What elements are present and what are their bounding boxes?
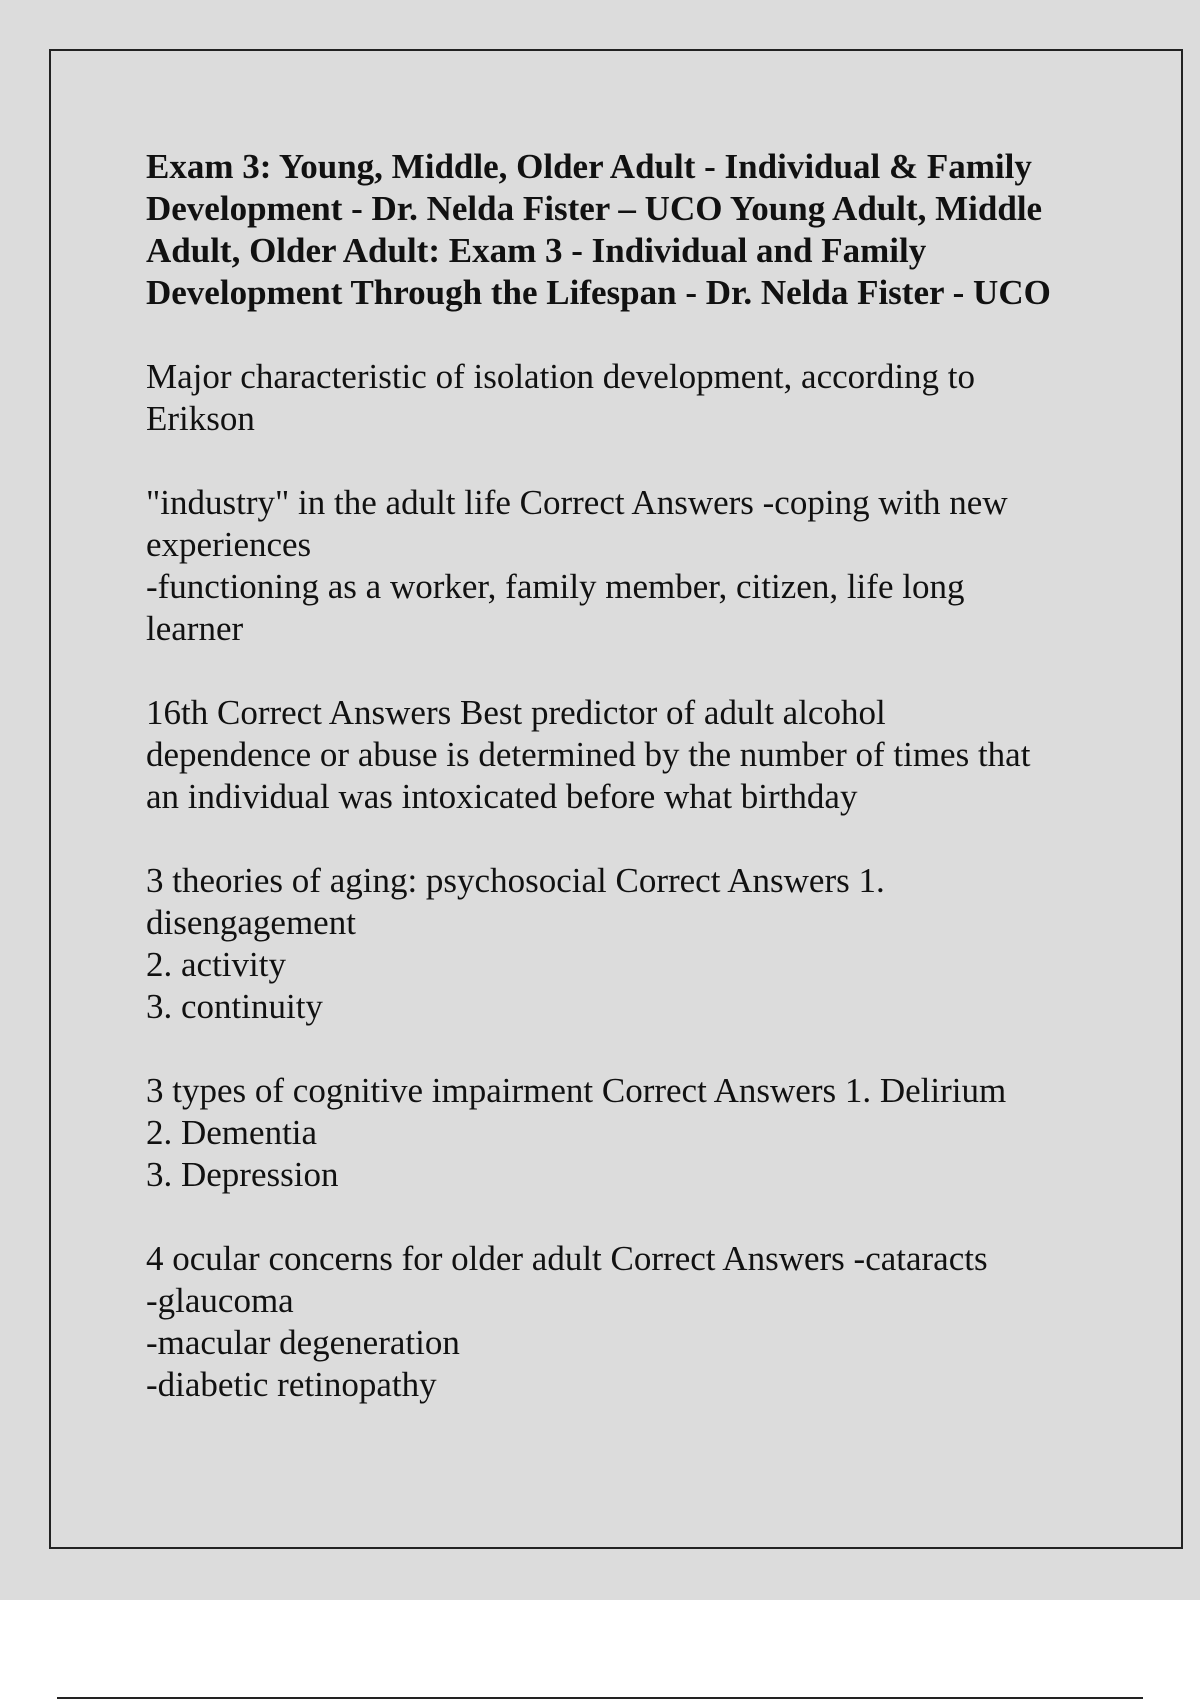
document-body [146, 146, 1096, 1448]
qa-item: 16th Correct Answers Best predictor of adult alcohol dependence or abuse is determined by the number of times that an individual was intoxicated before what birthday [146, 693, 1031, 816]
qa-item: 4 ocular concerns for older adult Correct Answers -cataracts -glaucoma -macular degeneration -diabetic retinopathy [146, 1239, 988, 1404]
qa-item: 3 types of cognitive impairment Correct Answers 1. Delirium 2. Dementia 3. Depression [146, 1071, 1007, 1194]
qa-item: Major characteristic of isolation development, according to Erikson [146, 357, 976, 438]
qa-item: 3 theories of aging: psychosocial Correct Answers 1. disengagement 2. activity 3. continuity [146, 861, 885, 1026]
footer-divider [57, 1697, 1143, 1699]
qa-item: "industry" in the adult life Correct Answers -coping with new experiences -functioning as a worker, family member, citizen, life long learner [146, 483, 1008, 648]
document-title: Exam 3: Young, Middle, Older Adult - Individual & Family Development - Dr. Nelda Fister – UCO Young Adult, Middle Adult, Older Adult: Exam 3 - Individual and Family Development Through the Lifespan - Dr. Nelda Fister - UCO [146, 147, 1051, 312]
